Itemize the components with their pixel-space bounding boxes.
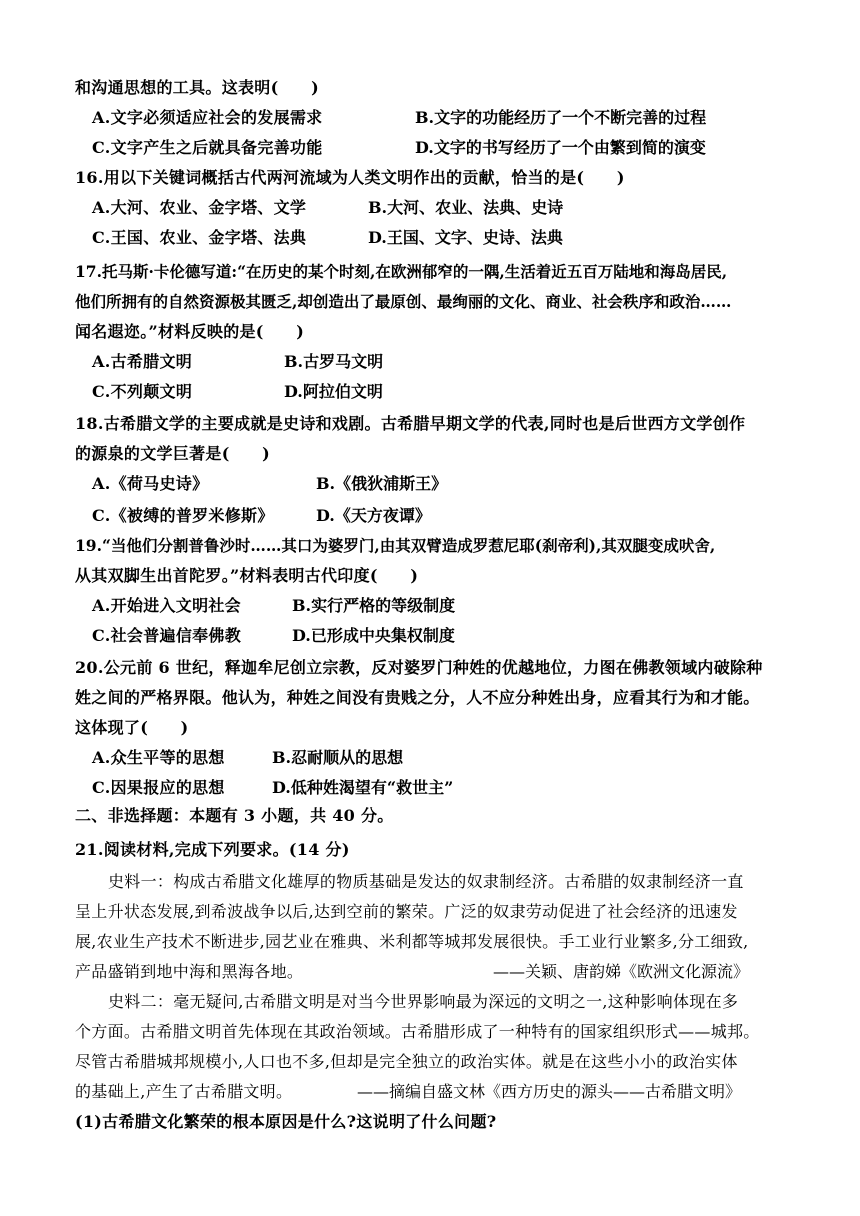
q19-option-a: A.开始进入文明社会 [92, 596, 241, 615]
q20-option-b: B.忍耐顺从的思想 [272, 748, 404, 767]
section-2-heading: 二、非选择题：本题有 3 小题，共 40 分。 [75, 806, 394, 825]
q17-option-a: A.古希腊文明 [92, 352, 193, 371]
material-2-source: ——摘编自盛文林《西方历史的源头——古希腊文明》 [357, 1082, 742, 1101]
q19-option-d: D.已形成中央集权制度 [292, 626, 455, 645]
material-1-line-4: 产品盛销到地中海和黑海各地。 [75, 962, 304, 981]
question-19-line-1: 19.“当他们分割普鲁沙时……其口为婆罗门,由其双臂造成罗惹尼耶(刹帝利),其双腿变成吠舍, [75, 536, 716, 555]
q15-option-b: B.文字的功能经历了一个不断完善的过程 [415, 108, 707, 127]
question-16-stem: 16.用以下关键词概括古代两河流域为人类文明作出的贡献，恰当的是( ) [75, 168, 625, 187]
q18-option-a: A.《荷马史诗》 [92, 474, 209, 493]
q20-option-c: C.因果报应的思想 [92, 778, 225, 797]
question-20-line-3: 这体现了( ) [75, 718, 189, 737]
material-2-line-4: 的基础上,产生了古希腊文明。 [75, 1082, 293, 1101]
q20-option-d: D.低种姓渴望有“救世主” [272, 778, 454, 797]
question-15-stem-end: 和沟通思想的工具。这表明( ) [75, 78, 319, 97]
q15-option-d: D.文字的书写经历了一个由繁到简的演变 [415, 138, 706, 157]
q15-option-a: A.文字必须适应社会的发展需求 [92, 108, 323, 127]
question-21-sub-1: (1)古希腊文化繁荣的根本原因是什么?这说明了什么问题? [75, 1112, 497, 1131]
q19-option-c: C.社会普遍信奉佛教 [92, 626, 242, 645]
question-19-line-2: 从其双脚生出首陀罗。”材料表明古代印度( ) [75, 566, 419, 585]
material-1-line-1: 史料一：构成古希腊文化雄厚的物质基础是发达的奴隶制经济。古希腊的奴隶制经济一直 [108, 872, 744, 891]
q19-option-b: B.实行严格的等级制度 [292, 596, 456, 615]
q15-option-c: C.文字产生之后就具备完善功能 [92, 138, 323, 157]
material-2-line-2: 个方面。古希腊文明首先体现在其政治领域。古希腊形成了一种特有的国家组织形式——城邦。 [75, 1022, 760, 1041]
q17-option-b: B.古罗马文明 [284, 352, 384, 371]
question-20-line-2: 姓之间的严格界限。他认为，种姓之间没有贵贱之分，人不应分种姓出身，应看其行为和才能。 [75, 688, 760, 707]
q16-option-a: A.大河、农业、金字塔、文学 [92, 198, 307, 217]
q17-option-d: D.阿拉伯文明 [284, 382, 383, 401]
q16-option-d: D.王国、文字、史诗、法典 [368, 228, 563, 247]
question-18-line-1: 18.古希腊文学的主要成就是史诗和戏剧。古希腊早期文学的代表,同时也是后世西方文学创作 [75, 414, 746, 433]
q18-option-d: D.《天方夜谭》 [316, 506, 431, 525]
q16-option-b: B.大河、农业、法典、史诗 [368, 198, 564, 217]
q16-option-c: C.王国、农业、金字塔、法典 [92, 228, 307, 247]
material-2-line-1: 史料二：毫无疑问,古希腊文明是对当今世界影响最为深远的文明之一,这种影响体现在多 [108, 992, 739, 1011]
question-17-line-3: 闻名遐迩。”材料反映的是( ) [75, 322, 305, 341]
question-17-line-1: 17.托马斯·卡伦德写道:“在历史的某个时刻,在欧洲郁窄的一隅,生活着近五百万陆地和海岛居民, [75, 262, 728, 281]
material-2-line-3: 尽管古希腊城邦规模小,人口也不多,但却是完全独立的政治实体。就是在这些小小的政治实体 [75, 1052, 738, 1071]
q17-option-c: C.不列颠文明 [92, 382, 193, 401]
material-1-source: ——关颖、唐韵娣《欧洲文化源流》 [493, 962, 750, 981]
question-17-line-2: 他们所拥有的自然资源极其匮乏,却创造出了最原创、最绚丽的文化、商业、社会秩序和政治…… [75, 292, 732, 311]
question-21-stem: 21.阅读材料,完成下列要求。(14 分) [75, 840, 350, 859]
question-18-line-2: 的源泉的文学巨著是( ) [75, 444, 271, 463]
question-20-line-1: 20.公元前 6 世纪，释迦牟尼创立宗教，反对婆罗门种姓的优越地位，力图在佛教领域内破除种 [75, 658, 763, 677]
material-1-line-3: 展,农业生产技术不断进步,园艺业在雅典、米利都等城邦发展很快。手工业行业繁多,分工细致, [75, 932, 749, 951]
q20-option-a: A.众生平等的思想 [92, 748, 225, 767]
q18-option-c: C.《被缚的普罗米修斯》 [92, 506, 274, 525]
material-1-line-2: 呈上升状态发展,到希波战争以后,达到空前的繁荣。广泛的奴隶劳动促进了社会经济的迅速发 [75, 902, 738, 921]
q18-option-b: B.《俄狄浦斯王》 [316, 474, 448, 493]
